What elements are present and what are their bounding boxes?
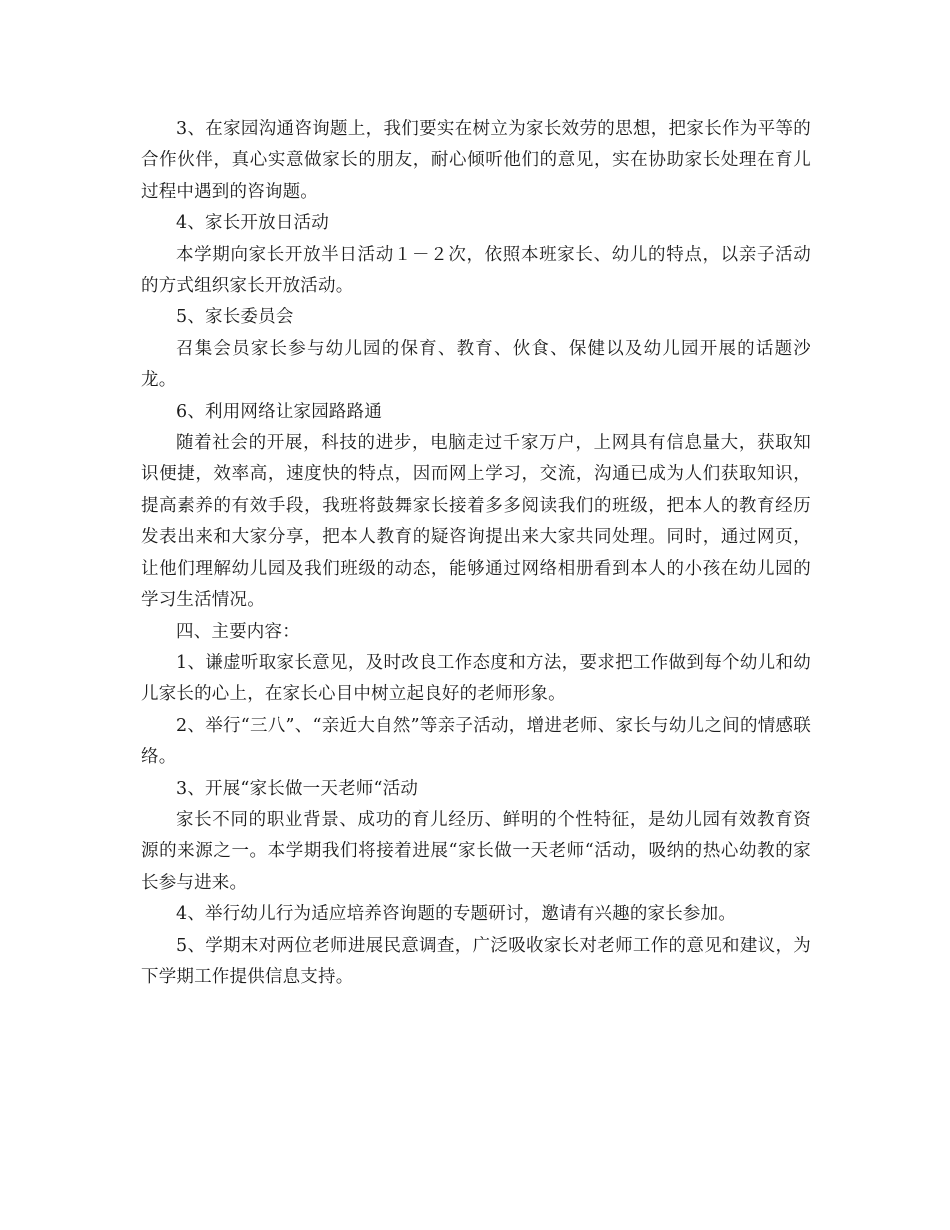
heading-main-content: 四、主要内容： [176,621,300,642]
paragraph-parent-committee: 召集会员家长参与幼儿园的保育、教育、伙食、保健以及幼儿园开展的话题沙龙。 [141,338,811,391]
heading-network: 6、利用网络让家园路路通 [176,401,383,422]
document-page [141,114,811,993]
paragraph-main-item-5: 5、学期末对两位老师进展民意调查，广泛吸收家长对老师工作的意见和建议，为下学期工作提供信息支持。 [141,935,811,987]
heading-parent-committee: 5、家长委员会 [176,307,294,328]
paragraph-main-item-4: 4、举行幼儿行为适应培养咨询题的专题研讨，邀请有兴趣的家长参加。 [176,904,737,925]
heading-parent-open-day: 4、家长开放日活动 [176,213,329,234]
paragraph-main-item-1: 1、谦虚听取家长意见，及时改良工作态度和方法，要求把工作做到每个幼儿和幼儿家长的心上，在家长心目中树立起良好的老师形象。 [141,652,811,705]
paragraph-parent-teacher-day: 家长不同的职业背景、成功的育儿经历、鲜明的个性特征，是幼儿园有效教育资源的来源之一。本学期我们将接着进展“家长做一天老师“活动，吸纳的热心幼教的家长参与进来。 [141,809,811,893]
paragraph-network: 随着社会的开展，科技的进步，电脑走过千家万户，上网具有信息量大，获取知识便捷，效率高，速度快的特点，因而网上学习，交流，沟通已成为人们获取知识，提高素养的有效手段，我班将鼓舞家长接着多多阅读我们的班级，把本人的教育经历发表出来和大家分享，把本人教育的疑咨询提出来大家共同处理。同时，通过网页，让他们理解幼儿园及我们班级的动态，能够通过网络相册看到本人的小孩在幼儿园的学习生活情况。 [141,433,811,611]
heading-parent-teacher-day: 3、开展“家长做一天老师“活动 [176,778,419,799]
paragraph-parent-open-day: 本学期向家长开放半日活动１－２次，依照本班家长、幼儿的特点，以亲子活动的方式组织家长开放活动。 [141,244,811,297]
paragraph-home-school-communication: 3、在家园沟通咨询题上，我们要实在树立为家长效劳的思想，把家长作为平等的合作伙伴，真心实意做家长的朋友，耐心倾听他们的意见，实在协助家长处理在育儿过程中遇到的咨询题。 [141,119,811,202]
paragraph-main-item-2: 2、举行“三八”、“亲近大自然”等亲子活动，增进老师、家长与幼儿之间的情感联络。 [141,715,811,768]
